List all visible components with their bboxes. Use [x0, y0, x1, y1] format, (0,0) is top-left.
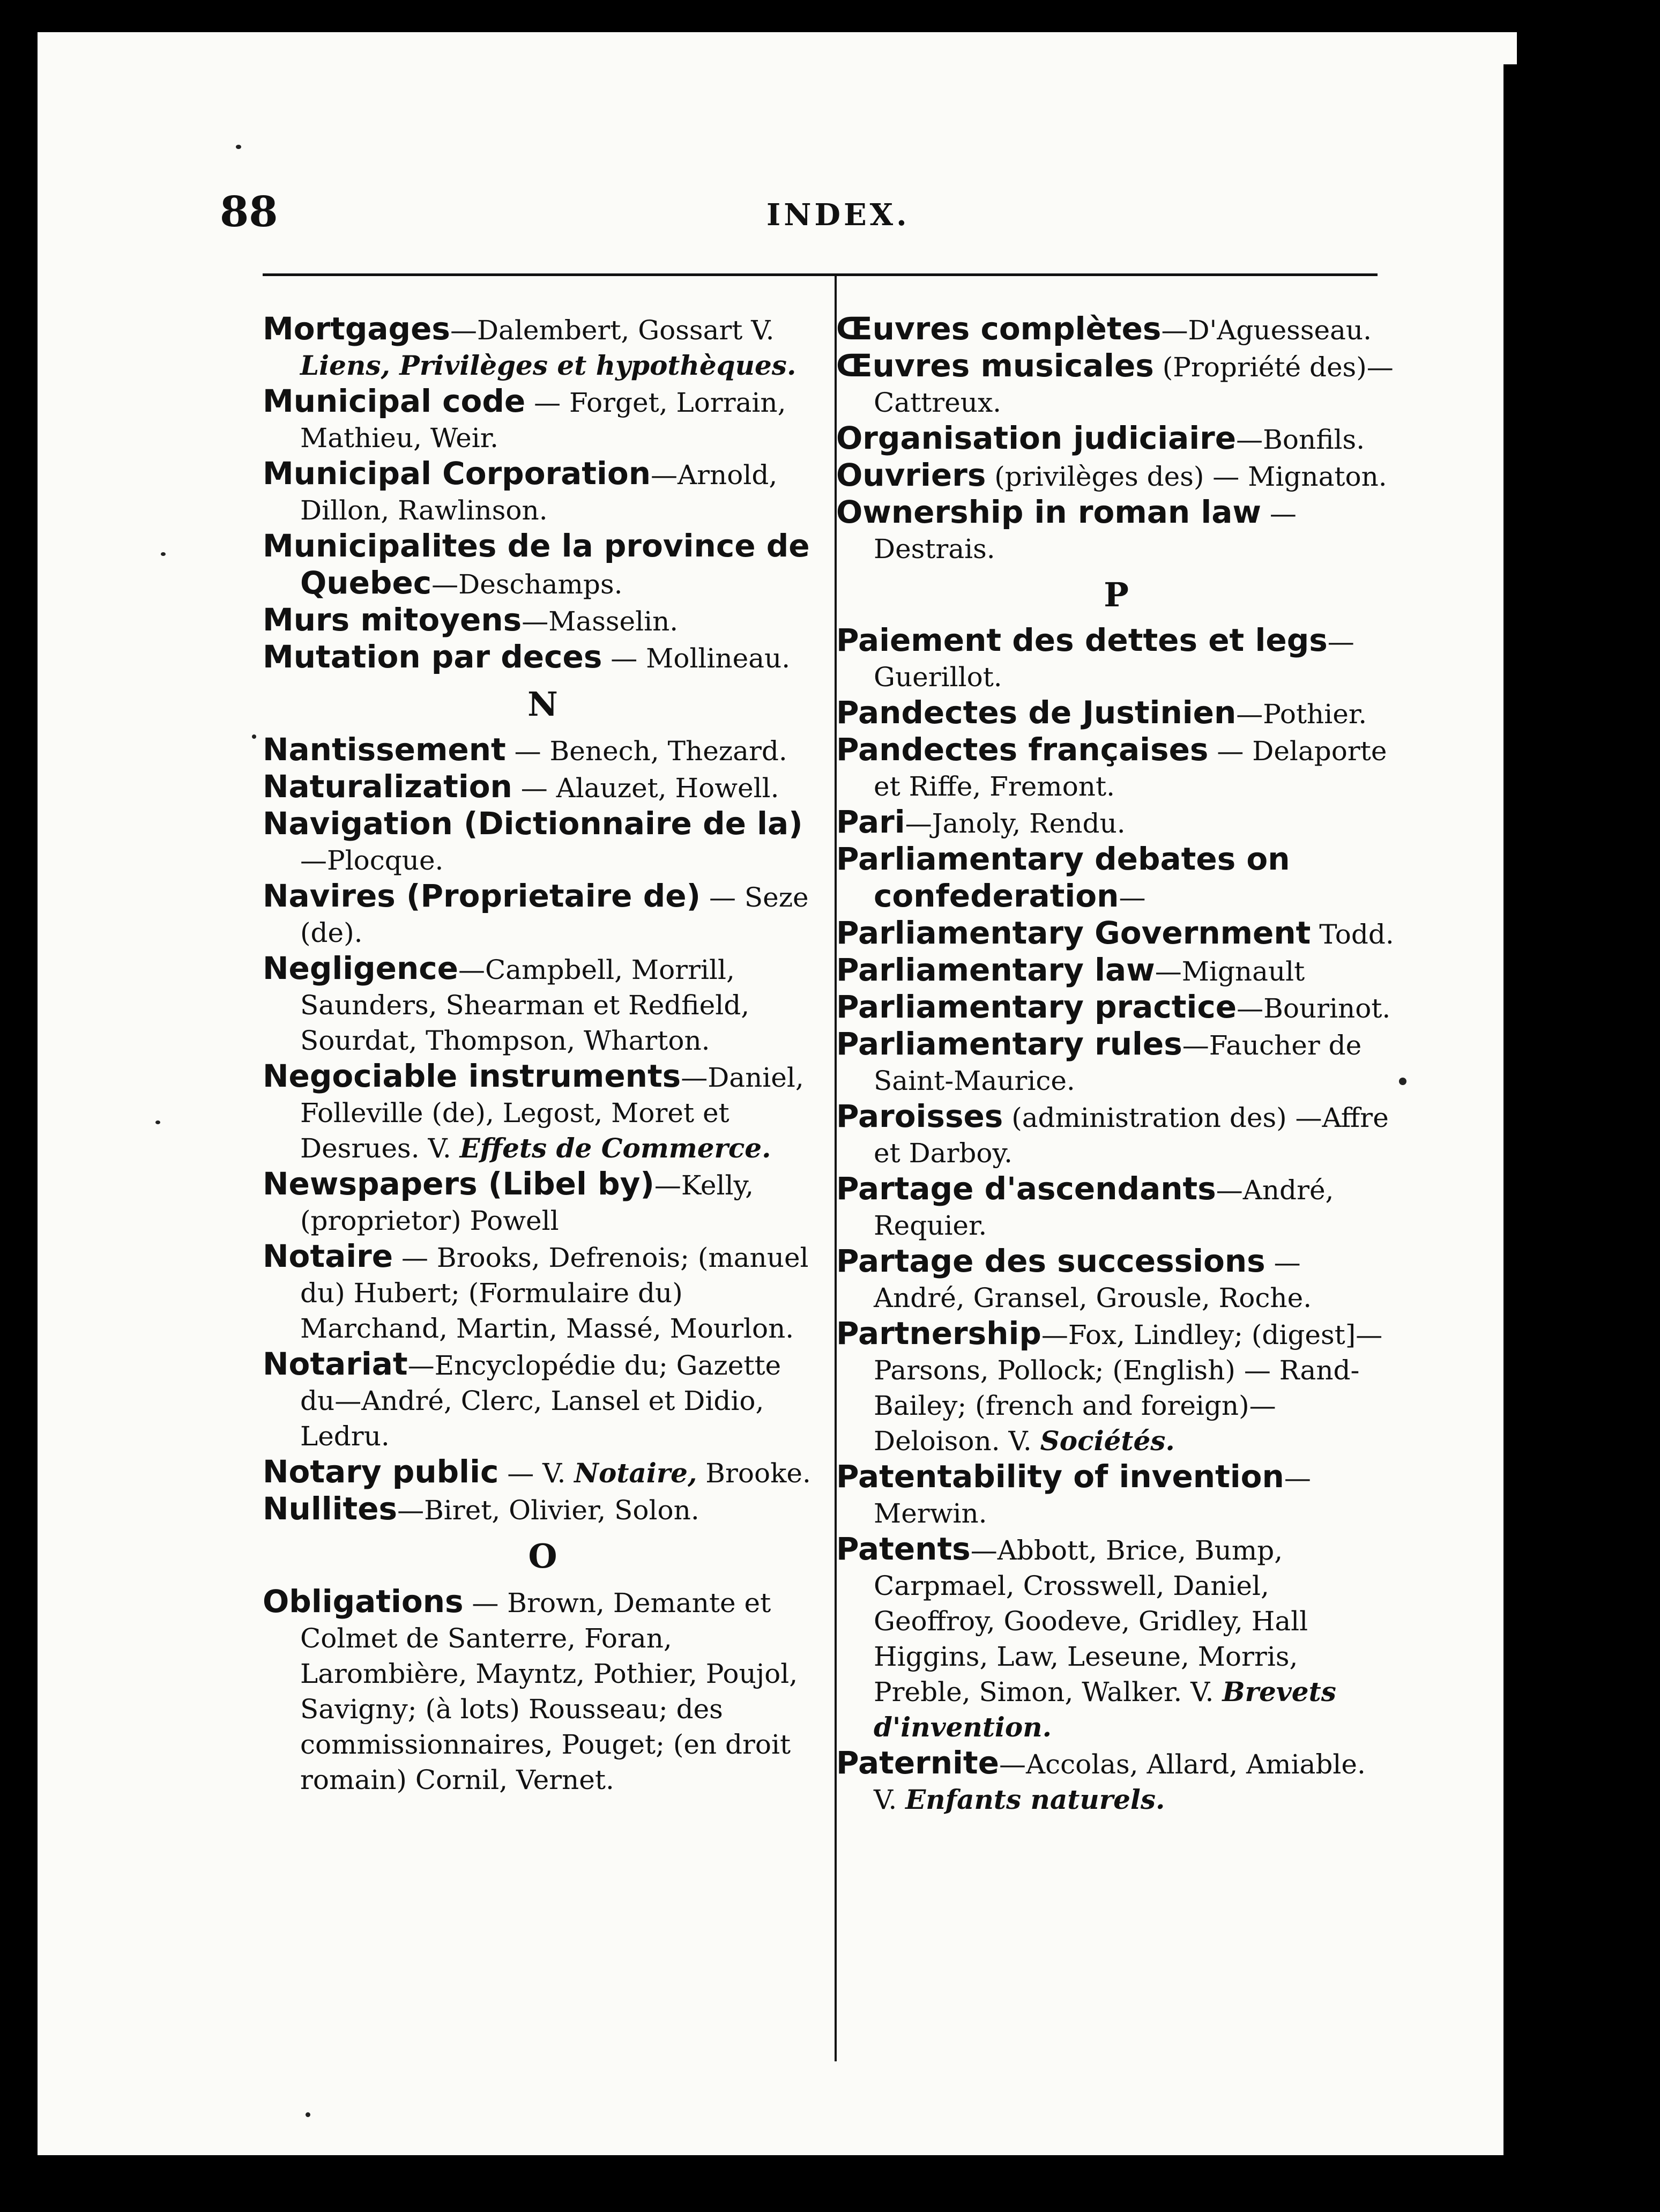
index-term: Obligations [263, 1583, 464, 1620]
index-entry [263, 456, 823, 528]
index-entry [263, 1166, 823, 1238]
index-authors: — Seze (de). [300, 882, 809, 948]
index-term: Newspapers (Libel by) [263, 1166, 654, 1202]
index-entry [263, 769, 823, 806]
index-term: Municipal code [263, 383, 526, 419]
index-authors: — V. [498, 1458, 575, 1489]
index-entry [836, 420, 1396, 457]
scanned-page [38, 32, 1517, 2155]
index-authors: — Benech, Thezard. [505, 736, 787, 767]
section-letter: O [528, 1536, 557, 1576]
index-authors: —Guerillot. [874, 626, 1354, 693]
index-term: Paroisses [836, 1098, 1003, 1134]
index-entry [836, 1026, 1396, 1098]
index-entry [836, 952, 1396, 989]
scan-speck [155, 1120, 160, 1124]
index-entry [263, 1454, 823, 1491]
running-head: INDEX. [766, 197, 910, 233]
index-entry [263, 732, 823, 769]
index-authors: —Dalembert, Gossart V. [450, 315, 775, 346]
index-term: Nantissement [263, 731, 506, 768]
index-entry [263, 311, 823, 383]
scan-speck [236, 145, 241, 149]
cross-reference: Notaire, [574, 1457, 697, 1489]
index-term: Paiement des dettes et legs [836, 622, 1328, 658]
index-entry [836, 1098, 1396, 1171]
index-authors: —Fox, Lindley; (digest]—Parsons, Pollock; (English) — Rand-Bailey; (french and foreign)—Deloison. V. [874, 1319, 1383, 1457]
scan-speck [252, 734, 256, 739]
index-authors: — Destrais. [874, 498, 1297, 565]
index-term: Municipalites de la province de Quebec [263, 528, 810, 601]
index-authors: —Bourinot. [1237, 993, 1391, 1024]
index-entry [836, 1171, 1396, 1243]
index-entry [263, 951, 823, 1058]
index-authors: —André, Requier. [874, 1175, 1334, 1241]
index-entry [263, 602, 823, 639]
index-term: Pandectes françaises [836, 731, 1209, 768]
index-authors: —Kelly, (proprietor) Powell [300, 1170, 754, 1236]
index-authors: —Plocque. [300, 845, 444, 876]
index-authors: —Campbell, Morrill, Saunders, Shearman et Redfield, Sourdat, Thompson, Wharton. [300, 954, 750, 1056]
index-entry [836, 311, 1396, 348]
index-entry [263, 1584, 823, 1798]
index-authors: (privilèges des) — Mignaton. [986, 461, 1387, 492]
index-authors: Brooke. [697, 1458, 811, 1489]
index-entry [263, 878, 823, 951]
index-entry [836, 695, 1396, 732]
index-entry [836, 1459, 1396, 1531]
index-authors: — [1119, 882, 1146, 913]
index-term: Parliamentary Government [836, 915, 1311, 951]
index-authors: (Propriété des)—Cattreux. [874, 352, 1394, 418]
section-letter: P [1104, 575, 1129, 614]
index-term: Notariat [263, 1346, 408, 1382]
index-term: Parliamentary rules [836, 1026, 1182, 1062]
index-term: Notary public [263, 1453, 499, 1490]
index-term: Œuvres musicales [836, 347, 1154, 384]
cross-reference: Effets de Commerce. [459, 1132, 771, 1164]
index-term: Mortgages [263, 310, 450, 347]
index-entry [263, 1238, 823, 1346]
index-authors: —Daniel, Folleville (de), Legost, Moret et Desrues. V. [300, 1062, 804, 1164]
section-letter: N [527, 685, 558, 724]
index-term: Negligence [263, 950, 459, 986]
page-header [220, 188, 1388, 247]
index-entry [836, 348, 1396, 420]
cross-reference: Brevets d'invention. [874, 1676, 1336, 1743]
index-entry [263, 806, 823, 878]
index-term: Municipal Corporation [263, 455, 651, 492]
index-entry [836, 989, 1396, 1026]
index-column-right [836, 311, 1396, 1817]
cross-reference: Liens, Privilèges et hypothèques. [300, 350, 796, 381]
index-entry [263, 1058, 823, 1166]
index-term: Paternite [836, 1745, 999, 1781]
index-term: Nullites [263, 1490, 398, 1527]
index-term: Negociable instruments [263, 1058, 681, 1094]
index-authors: — Brown, Demante et Colmet de Santerre, Foran, Larombière, Mayntz, Pothier, Poujol, Savigny; (à lots) Rousseau; des commissionnaires, Pouget; (en droit romain) Cornil, Vernet. [300, 1587, 798, 1795]
index-entry [263, 383, 823, 456]
index-entry [836, 622, 1396, 695]
cross-reference: Sociétés. [1040, 1425, 1175, 1457]
index-authors: —Biret, Olivier, Solon. [397, 1495, 699, 1526]
index-entry [836, 457, 1396, 494]
index-term: Œuvres complètes [836, 310, 1162, 347]
index-authors: — André, Gransel, Grousle, Roche. [874, 1247, 1312, 1313]
index-authors: —Arnold, Dillon, Rawlinson. [300, 459, 778, 526]
index-authors: — Brooks, Defrenois; (manuel du) Hubert; (Formulaire du) Marchand, Martin, Massé, Mourlon. [300, 1242, 809, 1344]
index-term: Navires (Proprietaire de) [263, 878, 701, 914]
index-authors: — Mollineau. [602, 643, 791, 674]
index-entry [263, 528, 823, 602]
index-term: Mutation par deces [263, 639, 602, 675]
index-authors: —D'Aguesseau. [1161, 315, 1372, 346]
index-entry [263, 1346, 823, 1454]
header-rule [263, 273, 1378, 276]
index-column-left [263, 311, 823, 1798]
index-authors: —Pothier. [1236, 699, 1367, 730]
index-term: Ownership in roman law [836, 494, 1261, 530]
index-authors: —Abbott, Brice, Bump, Carpmael, Crosswell, Daniel, Geoffroy, Goodeve, Gridley, Hall Higgins, Law, Leseune, Morris, Preble, Simon, Walker. V. [874, 1535, 1308, 1708]
index-entry [263, 1491, 823, 1528]
index-authors: —Encyclopédie du; Gazette du—André, Clerc, Lansel et Didio, Ledru. [300, 1350, 781, 1452]
index-entry [836, 915, 1396, 952]
index-authors: —Faucher de Saint-Maurice. [874, 1030, 1362, 1096]
index-entry [836, 804, 1396, 841]
index-term: Partnership [836, 1315, 1041, 1352]
index-term: Notaire [263, 1238, 393, 1274]
index-entry [836, 494, 1396, 567]
index-term: Murs mitoyens [263, 602, 522, 638]
index-term: Patents [836, 1531, 971, 1567]
index-entry [836, 841, 1396, 915]
index-term: Parliamentary debates on confederation [836, 841, 1290, 914]
index-entry [836, 1531, 1396, 1745]
index-authors: —Accolas, Allard, Amiable. V. [874, 1749, 1366, 1815]
index-entry [263, 639, 823, 676]
index-term: Organisation judiciaire [836, 420, 1237, 456]
index-entry [836, 1745, 1396, 1817]
index-term: Parliamentary law [836, 952, 1155, 988]
index-authors: — Delaporte et Riffe, Fremont. [874, 736, 1387, 802]
index-entry [836, 1316, 1396, 1459]
index-term: Pandectes de Justinien [836, 694, 1237, 731]
index-authors: — Alauzet, Howell. [512, 773, 779, 804]
index-authors: —Mignault [1155, 956, 1305, 987]
scan-speck [306, 2112, 310, 2117]
page-edge-shadow [1503, 64, 1528, 2155]
index-authors: —Bonfils. [1236, 424, 1365, 455]
index-term: Navigation (Dictionnaire de la) [263, 805, 803, 842]
scan-speck [161, 552, 166, 556]
index-term: Ouvriers [836, 457, 986, 493]
index-term: Naturalization [263, 768, 512, 805]
index-entry [836, 1243, 1396, 1316]
index-authors: —Deschamps. [431, 569, 623, 600]
index-entry [836, 732, 1396, 804]
page-number: 88 [220, 188, 278, 236]
index-authors: —Janoly, Rendu. [905, 808, 1126, 839]
index-authors: — Forget, Lorrain, Mathieu, Weir. [300, 387, 786, 454]
index-authors: Todd. [1311, 919, 1394, 950]
index-term: Parliamentary practice [836, 989, 1237, 1025]
index-term: Pari [836, 804, 905, 840]
index-term: Partage d'ascendants [836, 1170, 1216, 1207]
index-term: Partage des successions [836, 1243, 1266, 1279]
index-authors: (administration des) —Affre et Darboy. [874, 1102, 1389, 1169]
index-authors: —Masselin. [522, 606, 679, 637]
scan-speck [1399, 1078, 1406, 1085]
cross-reference: Enfants naturels. [905, 1784, 1165, 1815]
index-authors: —Merwin. [874, 1463, 1311, 1529]
index-term: Patentability of invention [836, 1458, 1284, 1495]
